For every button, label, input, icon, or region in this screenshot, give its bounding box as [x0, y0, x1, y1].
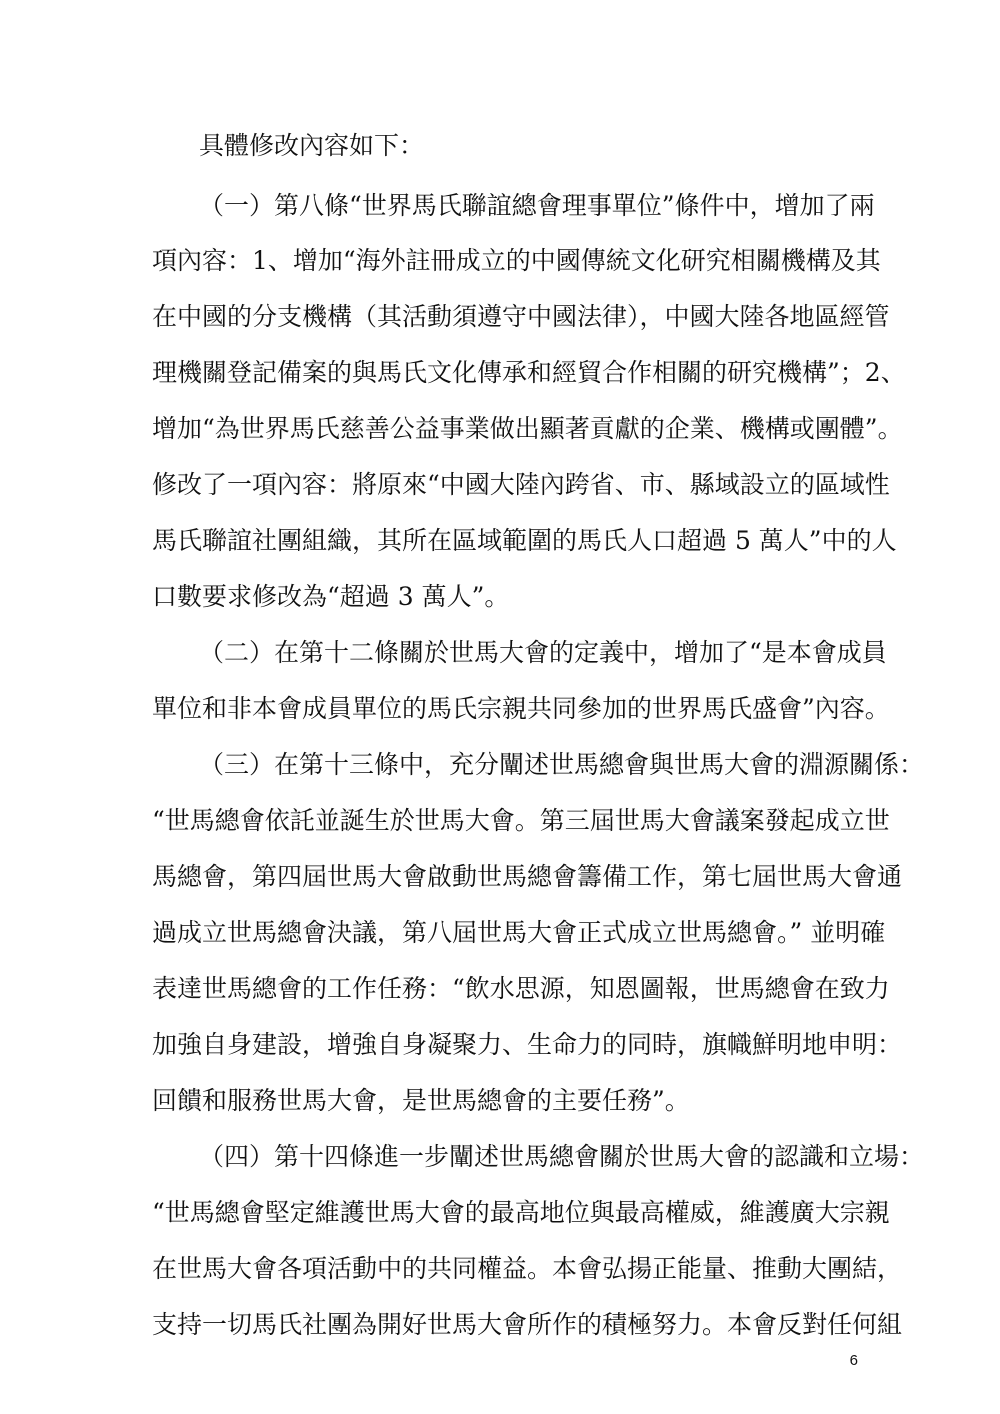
- page-number: 6: [849, 1352, 858, 1369]
- text-line: 項內容：1、增加“海外註冊成立的中國傳統文化研究相關機構及其: [152, 246, 881, 275]
- text-line: （一）第八條“世界馬氏聯誼總會理事單位”條件中，增加了兩: [199, 191, 875, 220]
- text-line: 支持一切馬氏社團為開好世馬大會所作的積極努力。本會反對任何組: [152, 1310, 903, 1339]
- text-line: “世馬總會堅定維護世馬大會的最高地位與最高權威，維護廣大宗親: [152, 1198, 890, 1227]
- text-line: （三）在第十三條中，充分闡述世馬總會與世馬大會的淵源關係：: [199, 750, 925, 779]
- text-line: “世馬總會依託並誕生於世馬大會。第三屆世馬大會議案發起成立世: [152, 806, 890, 835]
- text-line: （二）在第十二條關於世馬大會的定義中，增加了“是本會成員: [199, 638, 887, 667]
- text-line: 理機關登記備案的與馬氏文化傳承和經貿合作相關的研究機構”；2、: [152, 358, 906, 387]
- text-line: 回饋和服務世馬大會，是世馬總會的主要任務”。: [152, 1086, 690, 1115]
- text-line: 加強自身建設，增強自身凝聚力、生命力的同時，旗幟鮮明地申明：: [152, 1030, 903, 1059]
- text-line: 增加“為世界馬氏慈善公益事業做出顯著貢獻的企業、機構或團體”。: [152, 414, 903, 443]
- text-line: 馬總會，第四屆世馬大會啟動世馬總會籌備工作，第七屆世馬大會通: [152, 862, 903, 891]
- text-line: 修改了一項內容：將原來“中國大陸內跨省、市、縣域設立的區域性: [152, 470, 890, 499]
- text-line: 具體修改內容如下：: [199, 131, 425, 160]
- text-line: 馬氏聯誼社團組織，其所在區域範圍的馬氏人口超過 5 萬人”中的人: [152, 526, 897, 555]
- text-line: 在世馬大會各項活動中的共同權益。本會弘揚正能量、推動大團結，: [152, 1254, 903, 1283]
- text-line: 在中國的分支機構（其活動須遵守中國法律），中國大陸各地區經管: [152, 302, 890, 331]
- text-line: （四）第十四條進一步闡述世馬總會關於世馬大會的認識和立場：: [199, 1142, 925, 1171]
- text-line: 單位和非本會成員單位的馬氏宗親共同參加的世界馬氏盛會”內容。: [152, 694, 890, 723]
- text-line: 過成立世馬總會決議，第八屆世馬大會正式成立世馬總會。” 並明確: [152, 918, 886, 947]
- text-line: 口數要求修改為“超過 3 萬人”。: [152, 582, 510, 611]
- text-line: 表達世馬總會的工作任務：“飲水思源，知恩圖報，世馬總會在致力: [152, 974, 890, 1003]
